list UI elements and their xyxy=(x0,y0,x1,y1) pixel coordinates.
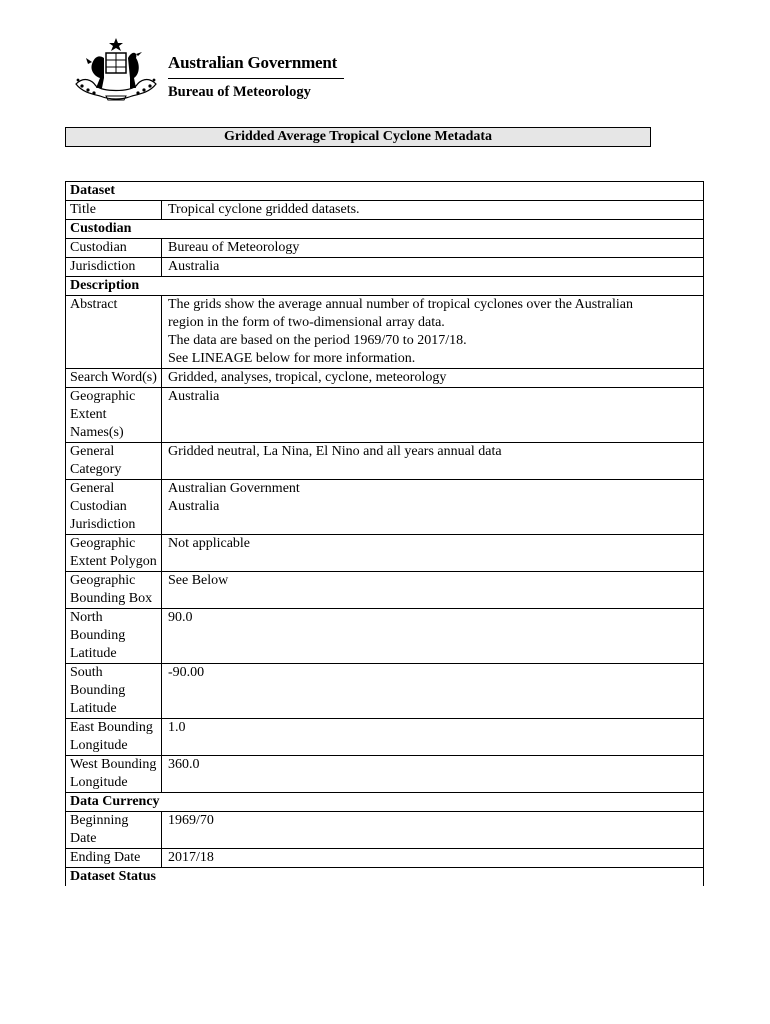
field-value-line: 90.0 xyxy=(168,610,193,625)
field-value xyxy=(162,239,704,258)
table-row xyxy=(66,239,704,258)
field-value-line: 2017/18 xyxy=(168,850,214,865)
metadata-table xyxy=(65,181,704,886)
field-value-line: Australia xyxy=(168,499,220,514)
field-value-line: See LINEAGE below for more information. xyxy=(168,351,416,366)
field-value xyxy=(162,443,704,480)
field-label: North Bounding Latitude xyxy=(66,609,162,664)
government-title: Australian Government xyxy=(168,53,338,72)
field-label: Geographic Bounding Box xyxy=(66,572,162,609)
field-label: Ending Date xyxy=(66,849,162,868)
field-value xyxy=(162,609,704,664)
field-value xyxy=(162,572,704,609)
field-value xyxy=(162,369,704,388)
coat-of-arms-icon xyxy=(70,36,162,104)
field-label: South Bounding Latitude xyxy=(66,664,162,719)
section-header-row xyxy=(66,793,704,812)
table-row xyxy=(66,812,704,849)
header-divider xyxy=(168,78,344,79)
table-row xyxy=(66,388,704,443)
table-row xyxy=(66,609,704,664)
table-row xyxy=(66,756,704,793)
field-value-line: The data are based on the period 1969/70 to 2017/18. xyxy=(168,333,467,348)
section-heading: Dataset Status xyxy=(66,868,704,887)
field-label: Abstract xyxy=(66,296,162,369)
field-label: Title xyxy=(66,201,162,220)
table-row xyxy=(66,664,704,719)
field-value xyxy=(162,535,704,572)
table-row xyxy=(66,535,704,572)
field-label: Custodian xyxy=(66,239,162,258)
agency-name: Bureau of Meteorology xyxy=(168,84,311,100)
table-row xyxy=(66,296,704,369)
field-value-line: Not applicable xyxy=(168,536,251,551)
field-label: East Bounding Longitude xyxy=(66,719,162,756)
field-value xyxy=(162,258,704,277)
field-label: West Bounding Longitude xyxy=(66,756,162,793)
table-row xyxy=(66,572,704,609)
field-value-line: Australia xyxy=(168,389,220,404)
field-value xyxy=(162,201,704,220)
table-row xyxy=(66,849,704,868)
field-value-line: Tropical cyclone gridded datasets. xyxy=(168,202,360,217)
field-value xyxy=(162,296,704,369)
section-heading: Dataset xyxy=(66,182,704,201)
field-value-line: 1969/70 xyxy=(168,813,214,828)
field-value xyxy=(162,849,704,868)
field-label: Search Word(s) xyxy=(66,369,162,388)
field-label: General Custodian Jurisdiction xyxy=(66,480,162,535)
field-value-line: 1.0 xyxy=(168,720,186,735)
field-value-line: Australia xyxy=(168,259,220,274)
table-row xyxy=(66,369,704,388)
table-row xyxy=(66,201,704,220)
field-value-line: 360.0 xyxy=(168,757,200,772)
field-label: Geographic Extent Polygon xyxy=(66,535,162,572)
field-label: General Category xyxy=(66,443,162,480)
field-label: Beginning Date xyxy=(66,812,162,849)
section-header-row xyxy=(66,277,704,296)
field-value-line: See Below xyxy=(168,573,229,588)
field-value-line: region in the form of two-dimensional array data. xyxy=(168,315,445,330)
field-value-line: -90.00 xyxy=(168,665,205,680)
field-value xyxy=(162,388,704,443)
document-title: Gridded Average Tropical Cyclone Metadata xyxy=(65,127,651,147)
metadata-table-body xyxy=(66,182,704,887)
table-row xyxy=(66,443,704,480)
field-value xyxy=(162,480,704,535)
field-label: Jurisdiction xyxy=(66,258,162,277)
section-heading: Custodian xyxy=(66,220,704,239)
section-heading: Data Currency xyxy=(66,793,704,812)
section-header-row xyxy=(66,868,704,887)
field-value-line: Australian Government xyxy=(168,481,300,496)
section-header-row xyxy=(66,182,704,201)
table-row xyxy=(66,719,704,756)
section-header-row xyxy=(66,220,704,239)
field-value-line: Gridded, analyses, tropical, cyclone, meteorology xyxy=(168,370,447,385)
field-value-line: Bureau of Meteorology xyxy=(168,240,300,255)
page-header xyxy=(70,36,370,106)
field-value xyxy=(162,812,704,849)
field-value xyxy=(162,756,704,793)
table-row xyxy=(66,480,704,535)
field-value xyxy=(162,664,704,719)
field-value xyxy=(162,719,704,756)
field-value-line: Gridded neutral, La Nina, El Nino and all years annual data xyxy=(168,444,502,459)
table-row xyxy=(66,258,704,277)
field-value-line: The grids show the average annual number of tropical cyclones over the Australian xyxy=(168,297,633,312)
field-label: Geographic Extent Names(s) xyxy=(66,388,162,443)
section-heading: Description xyxy=(66,277,704,296)
